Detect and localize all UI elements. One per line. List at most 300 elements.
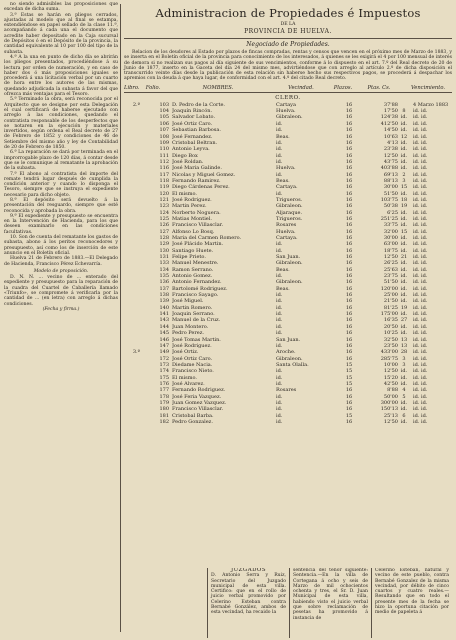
row-name: D. Pedro de la Corte. [172, 101, 226, 108]
row-vecindad: id. [276, 171, 283, 178]
row-vecindad: id. [276, 139, 283, 146]
row-name: José Tomas Martin. [172, 336, 221, 343]
bottom-col-continuation [372, 568, 452, 638]
row-name: José Fernandez. [172, 133, 213, 140]
row-ptas: 14'50 [383, 127, 398, 134]
row-vecindad: Trigueros. [276, 196, 303, 203]
row-vecindad: id. [276, 374, 283, 381]
row-ptas: 16'35 [383, 317, 398, 324]
row-ptas: 17'50 [383, 108, 398, 115]
row-cts: id. [400, 114, 408, 121]
row-plazo: 16 [345, 247, 353, 254]
row-cts: id. [400, 165, 408, 172]
row-ptas: 20'50 [383, 323, 398, 330]
row-plazo: 16 [345, 418, 353, 425]
table-row [124, 222, 456, 228]
row-ptas: 10'63 [383, 133, 398, 140]
row-ptas: 63'00 [383, 241, 398, 248]
row-cts: id. [400, 418, 408, 425]
row-plazo: 16 [345, 152, 353, 159]
row-cts: 6 [402, 412, 406, 419]
left-paragraph: 10. Son de cuenta del rematante los gastos de subasta, abono á los peritos reconocedores y presupuesto, así como los de inserción de este anuncio en el Boletín oficial. [4, 235, 118, 256]
row-ptas: 12'50 [383, 368, 398, 375]
row-name: Maria del Carmen Romero. [172, 235, 242, 241]
row-plazo: 16 [345, 254, 353, 261]
row-vencimiento: id. id. [413, 241, 428, 248]
row-vecindad: Beas. [276, 177, 290, 184]
row-folio: 139 [159, 298, 169, 305]
row-vecindad: id. [276, 273, 283, 280]
row-vencimiento: id. id. [413, 380, 428, 387]
row-cts: id. [400, 406, 408, 413]
row-name: Antonio Fernandez. [172, 279, 222, 286]
title-sub-de-la: DE LA [280, 22, 296, 27]
row-folio: 180 [159, 406, 169, 413]
row-cts: 15 [400, 184, 408, 191]
row-ptas: 50'38 [383, 203, 398, 210]
header-libro: Libro. [124, 84, 140, 91]
row-cts: id. [400, 285, 408, 292]
row-ptas: 43'75 [383, 158, 398, 165]
row-vencimiento: id. id. [413, 361, 428, 368]
row-vencimiento: id. id. [413, 133, 428, 140]
row-plazo: 16 [345, 215, 353, 222]
row-plazo: 16 [345, 298, 353, 305]
row-folio: 172 [159, 355, 169, 362]
row-vencimiento: id. id. [413, 254, 428, 261]
row-name: Fernando Ramirez. [172, 177, 221, 184]
row-vencimiento: id. id. [413, 298, 428, 305]
row-plazo: 16 [345, 241, 353, 248]
row-name: José Ortiz Caro. [172, 355, 213, 362]
row-folio: 138 [159, 292, 169, 299]
row-folio: 131 [159, 254, 169, 261]
row-vencimiento: id. id. [413, 260, 428, 267]
row-vecindad: Beas. [276, 285, 290, 292]
row-vecindad: id. [276, 241, 283, 248]
row-folio: 120 [159, 190, 169, 197]
table-row [124, 114, 456, 120]
row-ptas: 433'00 [380, 349, 398, 356]
row-cts: id. [400, 241, 408, 248]
row-folio: 126 [159, 222, 169, 229]
row-cts: 27 [400, 317, 408, 324]
row-plazo: 15 [345, 374, 353, 381]
row-name: Matias Montiel. [172, 215, 212, 222]
row-folio: 118 [159, 177, 169, 184]
row-vecindad: Gibraleon. [276, 260, 303, 267]
row-vecindad: id. [276, 292, 283, 299]
row-folio: 121 [159, 196, 169, 203]
column-divider [120, 4, 121, 632]
row-vencimiento: id. id. [413, 228, 428, 235]
blank-space [127, 570, 197, 598]
row-folio: 127 [159, 228, 169, 235]
row-vecindad: Gibraleon. [276, 114, 303, 121]
row-ptas: 150'13 [380, 406, 398, 413]
row-ptas: 42'50 [383, 380, 398, 387]
row-name: Cristobal Barba. [172, 412, 214, 419]
row-vecindad: id. [276, 330, 283, 337]
row-plazo: 16 [345, 203, 353, 210]
row-cts: id. [400, 266, 408, 273]
row-plazo: 16 [345, 292, 353, 299]
row-vencimiento: id. id. [413, 279, 428, 286]
row-vecindad: id. [276, 342, 283, 349]
row-ptas: 12'50 [383, 152, 398, 159]
row-folio: 130 [159, 247, 169, 254]
row-vecindad: Huelva. [276, 108, 296, 115]
divider [124, 38, 452, 39]
row-plazo: 16 [345, 393, 353, 400]
section-heading: Negociado de Propiedades. [246, 41, 330, 48]
row-folio: 103 [159, 101, 169, 108]
row-ptas: 32'00 [383, 228, 398, 235]
row-plazo: 15 [345, 368, 353, 375]
row-folio: 123 [159, 203, 169, 210]
row-folio: 133 [159, 260, 169, 267]
row-ptas: 37'88 [383, 101, 398, 108]
row-folio: 106 [159, 120, 169, 127]
row-vecindad: id. [276, 247, 283, 254]
row-name: Francisco Villasclar. [172, 222, 224, 229]
row-name: Manuel Menestre. [172, 260, 219, 267]
row-vecindad: id. [276, 418, 283, 425]
row-name: Norberto Noguera. [172, 209, 221, 216]
row-vencimiento: id. id. [413, 139, 428, 146]
row-cts: id. [400, 380, 408, 387]
row-name: Alfonso Lo Bosq. [172, 228, 215, 235]
row-plazo: 16 [345, 222, 353, 229]
row-name: José Rodriguez. [172, 196, 212, 203]
row-plazo: 16 [345, 399, 353, 406]
row-vencimiento: id. id. [413, 317, 428, 324]
row-name: Felipe Prieto. [172, 254, 206, 261]
row-cts: id. [400, 127, 408, 134]
row-name: Nicolas y Miguel Gomez. [172, 171, 236, 178]
row-vecindad: Rosares [276, 222, 297, 229]
row-vencimiento: id. id. [413, 158, 428, 165]
row-plazo: 16 [345, 127, 353, 134]
row-cts: id. [400, 273, 408, 280]
row-vencimiento: id. id. [413, 165, 428, 172]
row-vencimiento: id. id. [413, 304, 428, 311]
row-vencimiento: id. id. [413, 355, 428, 362]
row-plazo: 16 [345, 209, 353, 216]
table-row [124, 349, 456, 355]
left-column-auction-notice [4, 2, 118, 632]
row-vencimiento: id. id. [413, 292, 428, 299]
row-ptas: 15'20 [383, 374, 398, 381]
row-name: Bartolomé Rodriguez. [172, 285, 228, 292]
row-plazo: 16 [345, 330, 353, 337]
row-cts: 21 [400, 254, 408, 261]
row-ptas: 25'13 [383, 412, 398, 419]
row-ptas: 32'50 [383, 336, 398, 343]
row-libro [124, 419, 143, 425]
row-folio: 177 [159, 387, 169, 394]
table-row [124, 203, 456, 209]
row-folio: 119 [159, 184, 169, 191]
header-folio: Folio. [145, 84, 161, 91]
row-vencimiento: id. id. [413, 406, 428, 413]
left-paragraph: no siendo admisibles las proposiciones que excedan de dicha suma. [4, 2, 118, 13]
row-vecindad: Gibraleon. [276, 355, 303, 362]
row-name: Sebastian Barbosa. [172, 127, 221, 134]
row-name: Joaquin Serrano. [172, 311, 215, 318]
row-vencimiento: id. id. [413, 368, 428, 375]
row-ptas: 26'25 [383, 260, 398, 267]
row-cts: id. [400, 139, 408, 146]
row-vecindad: Aljaraque. [276, 209, 303, 216]
row-ptas: 10'25 [383, 330, 398, 337]
row-folio: 144 [159, 323, 169, 330]
row-name: Juan Montero. [172, 323, 209, 330]
row-cts: id. [400, 247, 408, 254]
row-name: Cristobal Beltran. [172, 139, 218, 146]
row-cts: 4 [402, 387, 406, 394]
row-folio: 134 [159, 266, 169, 273]
row-cts: id. [400, 146, 408, 153]
row-vecindad: id. [276, 298, 283, 305]
row-vecindad: id. [276, 380, 283, 387]
row-ptas: 103'75 [380, 196, 398, 203]
row-vencimiento: id. id. [413, 203, 428, 210]
row-cts: 12 [400, 133, 408, 140]
row-plazo: 16 [345, 120, 353, 127]
table-row [124, 337, 456, 343]
row-name: Ramon Serrano. [172, 266, 214, 273]
row-ptas: 300'00 [380, 399, 398, 406]
model-text: D. N. N. ... vecino de ... enterado del expediente y presupuesto para la reparación de la cuadra del Cuartel de Caballería llamado «Triunfo», se compromete á verificarla por la cantidad de ... (en letra) con arreglo á dichas condiciones. [4, 275, 118, 307]
row-name: José Roldan. [172, 158, 204, 165]
row-plazo: 16 [345, 317, 353, 324]
row-vecindad: id. [276, 146, 283, 153]
row-folio: 146 [159, 336, 169, 343]
row-folio: 104 [159, 108, 169, 115]
row-name: Diedame Nacia. [172, 361, 213, 368]
row-cts: id. [400, 399, 408, 406]
row-folio: 111 [159, 152, 169, 159]
column-headers [124, 85, 452, 93]
row-folio: 105 [159, 114, 169, 121]
table-row [124, 279, 456, 285]
row-vecindad: Santa Olalla. [276, 361, 309, 368]
row-folio: 140 [159, 304, 169, 311]
header-plazos: Plazos. [333, 84, 353, 91]
row-vecindad: San Juan. [276, 254, 301, 261]
row-cts: id. [400, 374, 408, 381]
row-plazo: 16 [345, 235, 353, 241]
registry-section [124, 2, 452, 638]
row-vecindad: Trigueros. [276, 215, 303, 222]
row-cts: id. [400, 260, 408, 267]
row-ptas: 124'38 [380, 114, 398, 121]
row-cts: id. [400, 235, 408, 241]
row-vencimiento: id. id. [413, 412, 428, 419]
row-name: Pedro Perez. [172, 330, 204, 337]
row-vencimiento: id. id. [413, 171, 428, 178]
row-vecindad: Beas. [276, 133, 290, 140]
row-vencimiento: id. id. [413, 190, 428, 197]
row-folio: 178 [159, 393, 169, 400]
row-folio: 147 [159, 342, 169, 349]
row-vencimiento: id. id. [413, 235, 428, 241]
row-name: Francisco Nieto. [172, 368, 214, 375]
row-vecindad: id. [276, 399, 283, 406]
row-name: José Rodriguez. [172, 342, 212, 349]
row-plazo: 15 [345, 380, 353, 387]
row-ptas: 403'88 [380, 165, 398, 172]
row-cts: id. [400, 323, 408, 330]
row-ptas: 33'75 [383, 222, 398, 229]
row-plazo: 16 [345, 323, 353, 330]
row-folio: 182 [159, 418, 169, 425]
row-vecindad: id. [276, 406, 283, 413]
row-ptas: 23'38 [383, 146, 398, 153]
row-cts: 5 [402, 393, 406, 400]
row-plazo: 16 [345, 387, 353, 394]
row-plazo: 16 [345, 101, 353, 108]
row-folio: 176 [159, 380, 169, 387]
row-name: Francisco Sayago. [172, 292, 219, 299]
row-folio: 136 [159, 279, 169, 286]
row-plazo: 16 [345, 266, 353, 273]
row-folio: 128 [159, 235, 169, 241]
row-cts: id. [400, 298, 408, 305]
row-ptas: 8'88 [387, 387, 398, 394]
row-name: José Maria Galinde. [172, 165, 222, 172]
row-plazo: 16 [345, 355, 353, 362]
row-folio: 137 [159, 285, 169, 292]
row-name: Antonio Leyva. [172, 146, 210, 153]
row-ptas: 23'75 [383, 273, 398, 280]
row-vecindad: id. [276, 368, 283, 375]
left-paragraph: 6.ª La reparación se dará por terminada en el improrrogable plazo de 120 días, á contar desde que se le comunique al rematante la aprobación de la subasta. [4, 150, 118, 172]
row-vecindad: Cartaya. [276, 184, 298, 191]
row-vecindad: id. [276, 323, 283, 330]
row-ptas: 251'25 [380, 215, 398, 222]
row-name: José Ortiz. [172, 349, 199, 356]
row-name: Santiago Huete. [172, 247, 214, 254]
row-name: Diego Cárdenas Perez. [172, 184, 230, 191]
row-cts: 2 [402, 171, 406, 178]
row-name: Juan Gomez Vazquez. [172, 399, 227, 406]
row-name: José Feria Vazquez. [172, 393, 222, 400]
left-paragraph: Huelva 21 de Febrero de 1883.—El Delegado de Hacienda, Francisco Pérez Echevarría. [4, 256, 118, 267]
row-vencimiento: id. id. [413, 247, 428, 254]
row-folio: 108 [159, 133, 169, 140]
row-plazo: 16 [345, 165, 353, 172]
row-plazo: 16 [345, 285, 353, 292]
row-folio: 117 [159, 171, 169, 178]
row-ptas: 81'25 [383, 304, 398, 311]
row-vecindad: id. [276, 304, 283, 311]
row-folio: 143 [159, 317, 169, 324]
row-vencimiento: id. id. [413, 196, 428, 203]
row-cts: id. [400, 279, 408, 286]
row-cts: 3 [402, 355, 406, 362]
row-plazo: 16 [345, 336, 353, 343]
row-name: Martin Romero. [172, 304, 213, 311]
row-ptas: 120'00 [380, 285, 398, 292]
row-vecindad: id. [276, 393, 283, 400]
row-cts: id. [400, 222, 408, 229]
row-name: Antonio Gomez. [172, 273, 213, 280]
page-title: Administracion de Propiedades é Impuestos [155, 6, 421, 20]
header-vencimiento: Vencimiento. [411, 84, 445, 91]
row-vecindad: Gibraleon. [276, 279, 303, 286]
row-folio: 174 [159, 368, 169, 375]
row-ptas: 88'13 [383, 177, 398, 184]
row-plazo: 16 [345, 114, 353, 121]
row-folio: 175 [159, 374, 169, 381]
row-ptas: 12'50 [383, 418, 398, 425]
table-row [124, 419, 456, 425]
sentence-text: sentencia del tenor siguiente: Sentencia.—En la villa de Cortegana á ocho y seis de Marzo de mil ochocientos ochenta y tres, el Sr. D. Juan Municipal de esta villa, habiendo visto el juicio verbal que sobre reclamación de pesetas ha promovido á instancia de [293, 568, 368, 621]
row-folio: 141 [159, 311, 169, 318]
row-cts: id. [400, 209, 408, 216]
bottom-columns [124, 568, 452, 638]
row-vencimiento: id. id. [413, 152, 428, 159]
row-vencimiento: id. id. [413, 393, 428, 400]
row-name: Fernando Rodriguez. [172, 387, 226, 394]
intro-text: Relacion de los deudores al Estado por plazos de fincas compradas, rentas y censos que vencen en el próximo mes de Marzo de 1883, y se inserta en el Boletín oficial de la provincia para conocimiento de los interesados, á quienes se les exigirá el 4 por 100 mensual de interés de demora si no realizan sus pagos al día siguiente de sus vencimientos, conforme á lo dispuesto en el art. 7.º del Real decreto de 20 de Junio de 1877, inserto en la Gaceta del día 24 del mismo mes, advirtiéndose que con arreglo al artículo 2.º de dicha disposición el transcurrido veinte días desde la publicación de esta relación sin haberse hecho sus respectivos pagos, se procederá á despachar los apremios con la deuda á que haya lugar, de conformidad con el art. 4.º del citado Real decreto. [124, 50, 452, 82]
row-name: Manuel de la Cruz. [172, 317, 221, 324]
row-plazo: 16 [345, 184, 353, 191]
row-vencimiento: id. id. [413, 184, 428, 191]
row-name: Salvador Lobato. [172, 114, 216, 121]
row-ptas: 4'13 [387, 139, 398, 146]
row-name: Joaquín Rincón. [172, 108, 213, 115]
row-plazo: 16 [345, 108, 353, 115]
row-vencimiento: id. id. [413, 336, 428, 343]
row-vecindad: Huelva. [276, 228, 296, 235]
row-plazo: 16 [345, 133, 353, 140]
row-ptas: 175'00 [380, 311, 398, 318]
row-vencimiento: id. id. [413, 342, 428, 349]
row-cts: 3 [402, 177, 406, 184]
row-vecindad: id. [276, 120, 283, 127]
row-ptas: 412'50 [380, 120, 398, 127]
table-row [124, 165, 456, 171]
row-cts: 8 [402, 108, 406, 115]
row-ptas: 285'75 [380, 355, 398, 362]
row-folio: 129 [159, 241, 169, 248]
row-plazo: 16 [345, 279, 353, 286]
row-vencimiento: id. id. [413, 209, 428, 216]
row-plazo: 16 [345, 171, 353, 178]
left-paragraph: 8.ª El depósito será devuelto á la presentación del resguardo, siempre que esté reconocida y aprobada la obra. [4, 197, 118, 214]
row-name: Diego Box [172, 152, 198, 159]
row-folio: 116 [159, 165, 169, 172]
row-ptas: 69'13 [383, 171, 398, 178]
row-cts: 28 [400, 349, 408, 356]
row-vencimiento: id. id. [413, 273, 428, 280]
row-vencimiento: id. id. [413, 120, 428, 127]
left-paragraph: 5.ª Terminado la obra, será reconocida por el Arquitecto que se designe por esta Delegación el cual certificará de haberse ejecutado con arreglo á las condiciones, quedando el contratista responsable de los desperfectos que se notaren en la ejecución y materiales invertidos, según ordena el Real decreto de 27 de Febrero de 1852 y condiciones de 46 de Setiembre del mismo año y ley de Contabilidad de 20 de Febrero de 1850. [4, 97, 118, 151]
row-ptas: 6'25 [387, 209, 398, 216]
row-cts: id. [400, 152, 408, 159]
row-vencimiento: id. id. [413, 374, 428, 381]
row-name: Pedro Gonzalez. [172, 418, 213, 425]
row-plazo: 16 [345, 146, 353, 153]
row-vencimiento: id. id. [413, 114, 428, 121]
row-vecindad: Gibraleon. [276, 203, 303, 210]
row-ptas: 50'00 [383, 393, 398, 400]
row-plazo: 16 [345, 349, 353, 356]
row-cts: id. [400, 292, 408, 299]
